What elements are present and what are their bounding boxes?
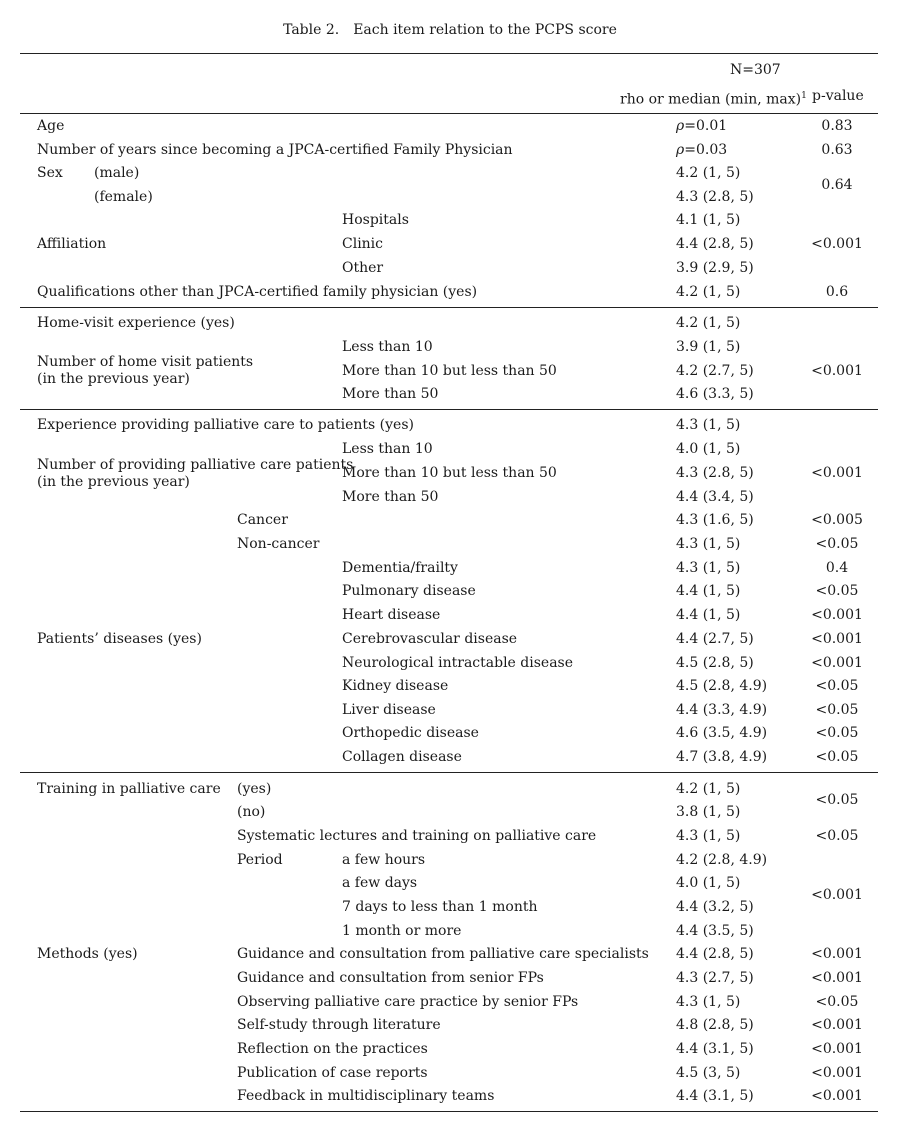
sex-female: (female)	[94, 189, 153, 205]
method-p: <0.05	[815, 994, 859, 1010]
period-name: 1 month or more	[342, 923, 462, 939]
value-column-header: rho or median (min, max)$^1$	[620, 91, 807, 108]
cell-years-rho: ρ=0.03	[676, 142, 728, 158]
cell-home-visit-10-to-50: 4.2 (2.7, 5)	[676, 363, 754, 379]
row-label-palliative-experience: Experience providing palliative care to patients (yes)	[37, 417, 414, 433]
period-name: 7 days to less than 1 month	[342, 899, 538, 915]
method-p: <0.001	[811, 1088, 863, 1104]
p-value-column-header: p-value	[812, 88, 864, 104]
disease-p: <0.05	[815, 725, 859, 741]
disease-value: 4.4 (1, 5)	[676, 583, 741, 599]
affiliation-other: Other	[342, 260, 384, 276]
cell-affiliation-clinic: 4.4 (2.8, 5)	[676, 236, 754, 252]
cell-years-p: 0.63	[821, 142, 853, 158]
method-value: 4.4 (3.1, 5)	[676, 1041, 754, 1057]
row-label-training: Training in palliative care	[37, 781, 221, 797]
cell-training-p: <0.05	[815, 792, 859, 808]
cell-lectures: 4.3 (1, 5)	[676, 828, 741, 844]
disease-p: <0.05	[815, 702, 859, 718]
disease-name: Collagen disease	[342, 749, 462, 765]
cell-home-visit-less-than-10: 3.9 (1, 5)	[676, 339, 741, 355]
method-value: 4.8 (2.8, 5)	[676, 1017, 754, 1033]
disease-name: Dementia/frailty	[342, 560, 458, 576]
cell-affiliation-hospitals: 4.1 (1, 5)	[676, 212, 741, 228]
training-yes: (yes)	[237, 781, 272, 797]
row-label-palliative-number: Number of providing palliative care patients	[37, 457, 354, 473]
row-label-methods: Methods (yes)	[37, 946, 138, 962]
section-rule-home	[20, 307, 878, 308]
method-name: Guidance and consultation from senior FPs	[237, 970, 544, 986]
disease-p: <0.001	[811, 631, 863, 647]
home-visit-more-than-50: More than 50	[342, 386, 439, 402]
disease-name: Heart disease	[342, 607, 441, 623]
row-label-patients-diseases: Patients’ diseases (yes)	[37, 631, 202, 647]
method-value: 4.3 (1, 5)	[676, 994, 741, 1010]
disease-value: 4.3 (1, 5)	[676, 560, 741, 576]
affiliation-hospitals: Hospitals	[342, 212, 409, 228]
row-label-age: Age	[37, 118, 65, 134]
cell-non-cancer-p: <0.05	[815, 536, 859, 552]
method-name: Guidance and consultation from palliative care specialists	[237, 946, 649, 962]
method-value: 4.5 (3, 5)	[676, 1065, 741, 1081]
method-name: Reflection on the practices	[237, 1041, 428, 1057]
cell-palliative-number-p: <0.001	[811, 465, 863, 481]
disease-name: Neurological intractable disease	[342, 655, 574, 671]
method-name: Publication of case reports	[237, 1065, 428, 1081]
cell-cancer: 4.3 (1.6, 5)	[676, 512, 754, 528]
disease-name: Pulmonary disease	[342, 583, 476, 599]
row-label-cancer: Cancer	[237, 512, 288, 528]
cell-qualifications-p: 0.6	[825, 284, 849, 300]
method-p: <0.001	[811, 1017, 863, 1033]
disease-name: Kidney disease	[342, 678, 449, 694]
training-no: (no)	[237, 804, 266, 820]
bottom-rule	[20, 1111, 878, 1112]
n-header: N=307	[730, 62, 781, 78]
disease-p: <0.05	[815, 583, 859, 599]
cell-home-visit-more-than-50: 4.6 (3.3, 5)	[676, 386, 754, 402]
disease-p: <0.05	[815, 749, 859, 765]
method-p: <0.001	[811, 970, 863, 986]
cell-palliative-more-than-50: 4.4 (3.4, 5)	[676, 489, 754, 505]
disease-value: 4.4 (1, 5)	[676, 607, 741, 623]
palliative-more-than-50: More than 50	[342, 489, 439, 505]
disease-name: Orthopedic disease	[342, 725, 479, 741]
cell-palliative-less-than-10: 4.0 (1, 5)	[676, 441, 741, 457]
cell-sex-male: 4.2 (1, 5)	[676, 165, 741, 181]
cell-age-p: 0.83	[821, 118, 853, 134]
cell-cancer-p: <0.005	[811, 512, 863, 528]
disease-value: 4.4 (3.3, 4.9)	[676, 702, 768, 718]
disease-value: 4.7 (3.8, 4.9)	[676, 749, 768, 765]
cell-training-yes: 4.2 (1, 5)	[676, 781, 741, 797]
palliative-10-to-50: More than 10 but less than 50	[342, 465, 557, 481]
row-label-home-visit-experience: Home-visit experience (yes)	[37, 315, 235, 331]
disease-p: <0.05	[815, 678, 859, 694]
row-label-qualifications: Qualifications other than JPCA-certified family physician (yes)	[37, 284, 478, 300]
section-rule-palliative	[20, 409, 878, 410]
cell-non-cancer: 4.3 (1, 5)	[676, 536, 741, 552]
period-value: 4.4 (3.5, 5)	[676, 923, 754, 939]
period-value: 4.2 (2.8, 4.9)	[676, 852, 768, 868]
disease-value: 4.4 (2.7, 5)	[676, 631, 754, 647]
row-label-palliative-number-sub: (in the previous year)	[37, 474, 190, 490]
period-value: 4.0 (1, 5)	[676, 875, 741, 891]
row-label-non-cancer: Non-cancer	[237, 536, 320, 552]
disease-value: 4.5 (2.8, 5)	[676, 655, 754, 671]
home-visit-10-to-50: More than 10 but less than 50	[342, 363, 557, 379]
method-name: Observing palliative care practice by senior FPs	[237, 994, 579, 1010]
method-name: Feedback in multidisciplinary teams	[237, 1088, 495, 1104]
period-name: a few days	[342, 875, 418, 891]
section-rule-training	[20, 772, 878, 773]
method-value: 4.3 (2.7, 5)	[676, 970, 754, 986]
row-label-sex: Sex	[37, 165, 63, 181]
affiliation-clinic: Clinic	[342, 236, 384, 252]
period-name: a few hours	[342, 852, 426, 868]
method-p: <0.001	[811, 946, 863, 962]
row-label-lectures: Systematic lectures and training on palliative care	[237, 828, 597, 844]
cell-period-p: <0.001	[811, 887, 863, 903]
method-value: 4.4 (3.1, 5)	[676, 1088, 754, 1104]
cell-affiliation-p: <0.001	[811, 236, 863, 252]
cell-affiliation-other: 3.9 (2.9, 5)	[676, 260, 754, 276]
row-label-period: Period	[237, 852, 283, 868]
cell-qualifications: 4.2 (1, 5)	[676, 284, 741, 300]
disease-value: 4.6 (3.5, 4.9)	[676, 725, 768, 741]
cell-palliative-experience: 4.3 (1, 5)	[676, 417, 741, 433]
disease-name: Cerebrovascular disease	[342, 631, 518, 647]
cell-sex-p: 0.64	[821, 177, 853, 193]
sex-male: (male)	[94, 165, 140, 181]
row-label-home-visit-number: Number of home visit patients	[37, 354, 254, 370]
cell-training-no: 3.8 (1, 5)	[676, 804, 741, 820]
cell-home-visit-p: <0.001	[811, 363, 863, 379]
cell-age-rho: ρ=0.01	[676, 118, 728, 134]
cell-home-visit-experience: 4.2 (1, 5)	[676, 315, 741, 331]
table-title: Table 2. Each item relation to the PCPS score	[283, 22, 617, 38]
method-p: <0.001	[811, 1065, 863, 1081]
row-label-home-visit-number-sub: (in the previous year)	[37, 371, 190, 387]
cell-sex-female: 4.3 (2.8, 5)	[676, 189, 754, 205]
disease-p: 0.4	[825, 560, 849, 576]
disease-value: 4.5 (2.8, 4.9)	[676, 678, 768, 694]
period-value: 4.4 (3.2, 5)	[676, 899, 754, 915]
cell-palliative-10-to-50: 4.3 (2.8, 5)	[676, 465, 754, 481]
disease-name: Liver disease	[342, 702, 436, 718]
palliative-less-than-10: Less than 10	[342, 441, 433, 457]
disease-p: <0.001	[811, 655, 863, 671]
top-rule	[20, 53, 878, 54]
method-name: Self-study through literature	[237, 1017, 441, 1033]
home-visit-less-than-10: Less than 10	[342, 339, 433, 355]
cell-lectures-p: <0.05	[815, 828, 859, 844]
disease-p: <0.001	[811, 607, 863, 623]
header-rule	[20, 113, 878, 114]
row-label-affiliation: Affiliation	[37, 236, 107, 252]
method-p: <0.001	[811, 1041, 863, 1057]
method-value: 4.4 (2.8, 5)	[676, 946, 754, 962]
row-label-years: Number of years since becoming a JPCA-certified Family Physician	[37, 142, 513, 158]
